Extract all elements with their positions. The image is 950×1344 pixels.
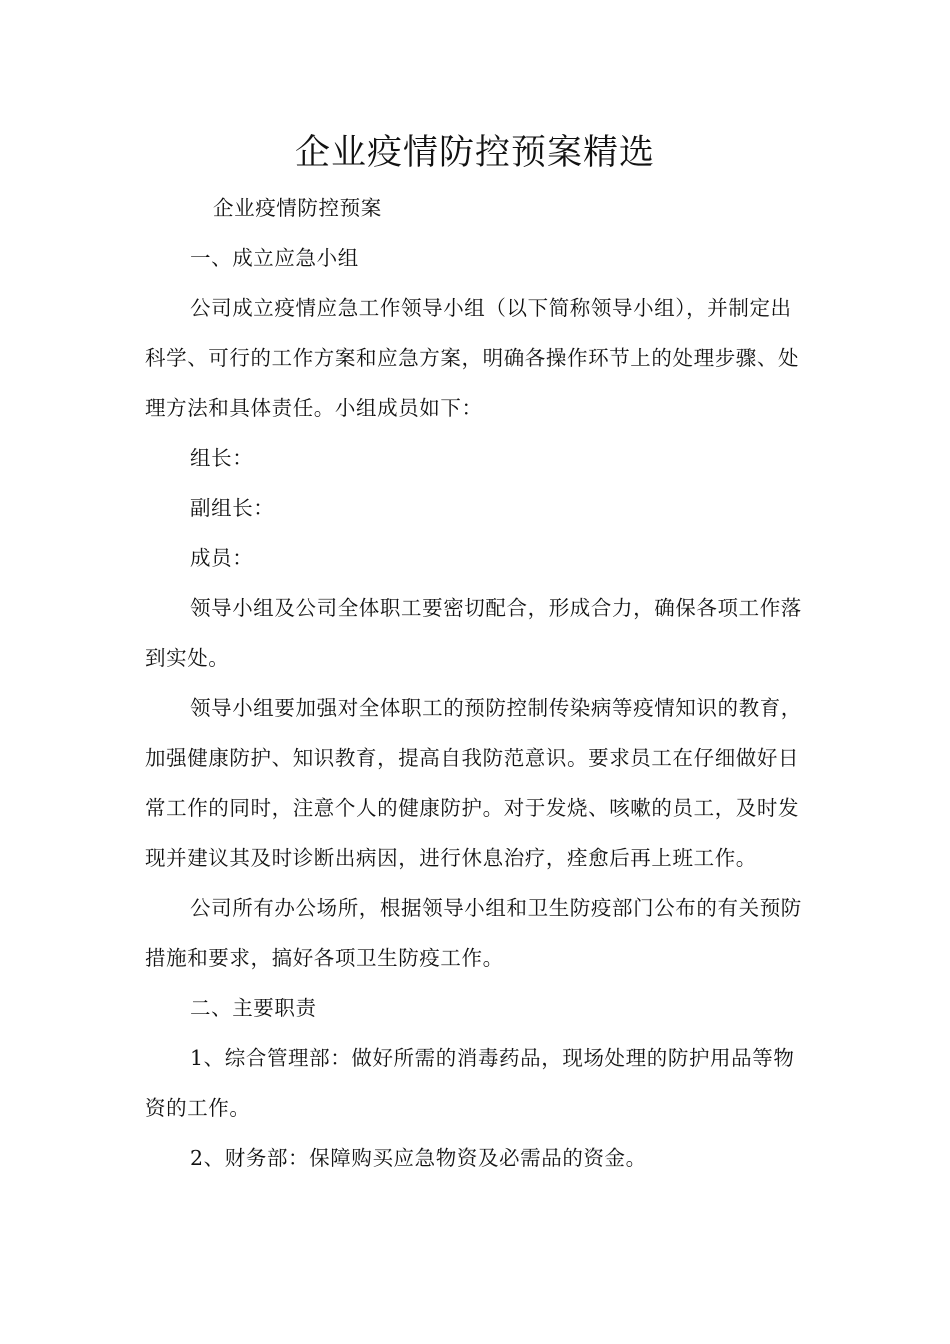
paragraph-admin-duty: 1、综合管理部：做好所需的消毒药品，现场处理的防护用品等物资的工作。 (145, 1046, 795, 1120)
document-subtitle: 企业疫情防控预案 (213, 196, 382, 220)
paragraph-office-prevention: 公司所有办公场所，根据领导小组和卫生防疫部门公布的有关预防措施和要求，搞好各项卫生防疫工作。 (145, 896, 802, 970)
paragraph-team-setup: 公司成立疫情应急工作领导小组（以下简称领导小组），并制定出科学、可行的工作方案和应急方案，明确各操作环节上的处理步骤、处理方法和具体责任。小组成员如下： (145, 296, 800, 420)
section-heading-1: 一、成立应急小组 (190, 246, 359, 270)
paragraph-health-education: 领导小组要加强对全体职工的预防控制传染病等疫情知识的教育，加强健康防护、知识教育，提高自我防范意识。要求员工在仔细做好日常工作的同时，注意个人的健康防护。对于发烧、咳嗽的员工，及时发现并建议其及时诊断出病因，进行休息治疗，痊愈后再上班工作。 (145, 696, 802, 870)
document-title: 企业疫情防控预案精选 (294, 133, 655, 173)
paragraph-deputy-leader: 副组长： (190, 496, 275, 520)
section-heading-2: 二、主要职责 (190, 996, 317, 1020)
document-body (145, 183, 807, 1183)
paragraph-finance-duty: 2、财务部：保障购买应急物资及必需品的资金。 (190, 1146, 647, 1170)
paragraph-cooperation: 领导小组及公司全体职工要密切配合，形成合力，确保各项工作落到实处。 (145, 596, 802, 670)
paragraph-members: 成员： (190, 546, 254, 570)
paragraph-leader: 组长： (190, 446, 254, 470)
